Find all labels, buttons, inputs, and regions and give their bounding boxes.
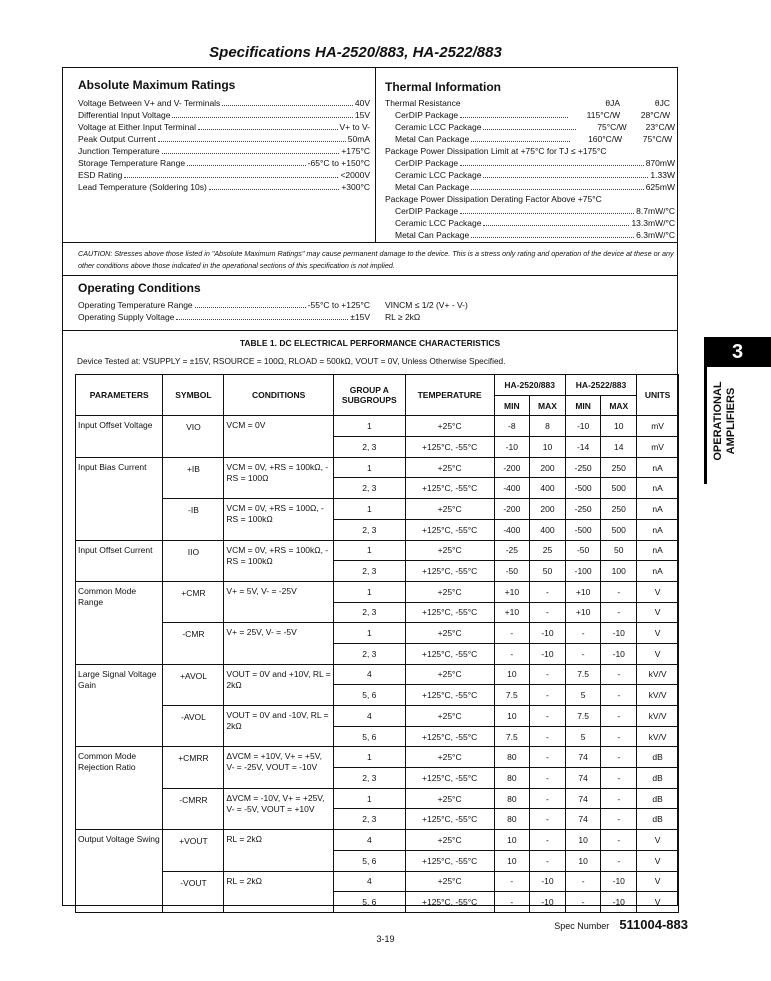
conditions-cell: VCM = 0V, +RS = 100Ω, -RS = 100kΩ bbox=[224, 499, 334, 540]
value-cell: +125°C, -55°C bbox=[405, 478, 494, 499]
value-cell: +25°C bbox=[405, 788, 494, 809]
value-cell: - bbox=[601, 809, 637, 830]
spec-number: Spec Number 511004-883 bbox=[554, 917, 688, 932]
derating-label: Package Power Dissipation Derating Factor Above +75°C bbox=[385, 194, 602, 204]
table-row bbox=[76, 871, 679, 892]
header-temperature: TEMPERATURE bbox=[405, 375, 494, 416]
header-min: MIN bbox=[565, 395, 601, 416]
parameter-cell: Output Voltage Swing bbox=[76, 830, 163, 871]
symbol-cell: -AVOL bbox=[163, 706, 224, 747]
value-cell: +125°C, -55°C bbox=[405, 768, 494, 789]
value-cell: 200 bbox=[530, 457, 566, 478]
value-cell: +25°C bbox=[405, 623, 494, 644]
value-cell: - bbox=[601, 788, 637, 809]
value-cell: +125°C, -55°C bbox=[405, 726, 494, 747]
value-cell: +125°C, -55°C bbox=[405, 892, 494, 913]
value-cell: 2, 3 bbox=[333, 768, 405, 789]
symbol-cell: -CMR bbox=[163, 623, 224, 664]
value-cell: 2, 3 bbox=[333, 602, 405, 623]
value-cell: -10 bbox=[494, 437, 530, 458]
value-cell: kV/V bbox=[637, 706, 679, 727]
value-cell: - bbox=[494, 623, 530, 644]
value-cell: 200 bbox=[530, 499, 566, 520]
spec-row: Lead Temperature (Soldering 10s) +300°C bbox=[78, 182, 370, 192]
header-symbol: SYMBOL bbox=[163, 375, 224, 416]
symbol-cell: -CMRR bbox=[163, 788, 224, 829]
symbol-cell: -VOUT bbox=[163, 871, 224, 912]
header-device-2: HA-2522/883 bbox=[565, 375, 636, 396]
value-cell: +125°C, -55°C bbox=[405, 809, 494, 830]
symbol-cell: +VOUT bbox=[163, 830, 224, 871]
value-cell: - bbox=[530, 747, 566, 768]
table-row bbox=[76, 416, 679, 437]
value-cell: - bbox=[565, 623, 601, 644]
value-cell: - bbox=[601, 747, 637, 768]
value-cell: - bbox=[530, 768, 566, 789]
divider bbox=[63, 242, 677, 243]
conditions-cell: VCM = 0V, +RS = 100kΩ, -RS = 100kΩ bbox=[224, 540, 334, 581]
header-group: GROUP A SUBGROUPS bbox=[333, 375, 405, 416]
thermal-resistance-row: Metal Can Package 160°C/W 75°C/W bbox=[395, 134, 673, 144]
value-cell: -10 bbox=[601, 623, 637, 644]
parameter-cell bbox=[76, 706, 163, 747]
operating-condition-note: RL ≥ 2kΩ bbox=[385, 312, 421, 322]
parameter-cell: Input Offset Current bbox=[76, 540, 163, 581]
value-cell: 500 bbox=[601, 519, 637, 540]
value-cell: - bbox=[530, 809, 566, 830]
value-cell: +125°C, -55°C bbox=[405, 643, 494, 664]
spec-row: Operating Temperature Range -55°C to +125°C bbox=[78, 300, 370, 310]
value-cell: 4 bbox=[333, 664, 405, 685]
value-cell: -200 bbox=[494, 499, 530, 520]
value-cell: +10 bbox=[494, 581, 530, 602]
value-cell: - bbox=[565, 892, 601, 913]
value-cell: 80 bbox=[494, 788, 530, 809]
value-cell: - bbox=[601, 850, 637, 871]
value-cell: -10 bbox=[530, 623, 566, 644]
conditions-cell: V+ = 25V, V- = -5V bbox=[224, 623, 334, 664]
parameter-cell bbox=[76, 788, 163, 829]
value-cell: 4 bbox=[333, 830, 405, 851]
divider bbox=[63, 330, 677, 331]
parameter-cell: Large Signal Voltage Gain bbox=[76, 664, 163, 705]
value-cell: +25°C bbox=[405, 871, 494, 892]
value-cell: - bbox=[601, 726, 637, 747]
symbol-cell: +IB bbox=[163, 457, 224, 498]
value-cell: 100 bbox=[601, 561, 637, 582]
thermal-heading: Thermal Information bbox=[385, 80, 502, 94]
header-units: UNITS bbox=[637, 375, 679, 416]
value-cell: -100 bbox=[565, 561, 601, 582]
value-cell: 25 bbox=[530, 540, 566, 561]
value-cell: +25°C bbox=[405, 499, 494, 520]
value-cell: -10 bbox=[601, 892, 637, 913]
value-cell: 5 bbox=[565, 685, 601, 706]
value-cell: -25 bbox=[494, 540, 530, 561]
value-cell: 10 bbox=[530, 437, 566, 458]
value-cell: 74 bbox=[565, 747, 601, 768]
thermal-resistance-row: CerDIP Package 115°C/W 28°C/W bbox=[395, 110, 671, 120]
value-cell: - bbox=[601, 830, 637, 851]
value-cell: -10 bbox=[530, 643, 566, 664]
value-cell: -10 bbox=[565, 416, 601, 437]
spec-row: CerDIP Package 870mW bbox=[395, 158, 675, 168]
value-cell: 250 bbox=[601, 499, 637, 520]
value-cell: nA bbox=[637, 478, 679, 499]
value-cell: 5, 6 bbox=[333, 726, 405, 747]
value-cell: +125°C, -55°C bbox=[405, 437, 494, 458]
value-cell: +125°C, -55°C bbox=[405, 602, 494, 623]
value-cell: 250 bbox=[601, 457, 637, 478]
symbol-cell: +CMR bbox=[163, 581, 224, 622]
value-cell: 1 bbox=[333, 581, 405, 602]
table-row bbox=[76, 540, 679, 561]
value-cell: 4 bbox=[333, 871, 405, 892]
value-cell: 80 bbox=[494, 809, 530, 830]
value-cell: nA bbox=[637, 499, 679, 520]
value-cell: 7.5 bbox=[494, 685, 530, 706]
value-cell: 1 bbox=[333, 416, 405, 437]
value-cell: mV bbox=[637, 437, 679, 458]
value-cell: - bbox=[565, 871, 601, 892]
value-cell: - bbox=[494, 892, 530, 913]
parameter-cell: Common Mode Range bbox=[76, 581, 163, 622]
value-cell: -14 bbox=[565, 437, 601, 458]
section-label: OPERATIONAL AMPLIFIERS bbox=[712, 381, 737, 461]
thermal-resistance-row: Ceramic LCC Package 75°C/W 23°C/W bbox=[395, 122, 675, 132]
value-cell: - bbox=[565, 643, 601, 664]
header-min: MIN bbox=[494, 395, 530, 416]
value-cell: - bbox=[530, 664, 566, 685]
value-cell: - bbox=[530, 685, 566, 706]
divider bbox=[63, 275, 677, 276]
parameter-cell bbox=[76, 623, 163, 664]
value-cell: 2, 3 bbox=[333, 809, 405, 830]
value-cell: +25°C bbox=[405, 830, 494, 851]
value-cell: - bbox=[530, 830, 566, 851]
value-cell: dB bbox=[637, 809, 679, 830]
conditions-cell: V+ = 5V, V- = -25V bbox=[224, 581, 334, 622]
value-cell: +25°C bbox=[405, 581, 494, 602]
value-cell: 10 bbox=[494, 850, 530, 871]
abs-max-heading: Absolute Maximum Ratings bbox=[78, 78, 236, 92]
value-cell: 74 bbox=[565, 768, 601, 789]
theta-jc-header: θJC bbox=[654, 98, 670, 108]
value-cell: -50 bbox=[494, 561, 530, 582]
spec-row: Ceramic LCC Package 1.33W bbox=[395, 170, 675, 180]
value-cell: dB bbox=[637, 768, 679, 789]
header-max: MAX bbox=[530, 395, 566, 416]
operating-heading: Operating Conditions bbox=[78, 281, 201, 295]
value-cell: 1 bbox=[333, 499, 405, 520]
conditions-cell: ΔVCM = +10V, V+ = +5V, V- = -25V, VOUT = -10V bbox=[224, 747, 334, 788]
value-cell: 50 bbox=[601, 540, 637, 561]
value-cell: -10 bbox=[601, 643, 637, 664]
value-cell: 74 bbox=[565, 809, 601, 830]
value-cell: 1 bbox=[333, 457, 405, 478]
value-cell: -500 bbox=[565, 478, 601, 499]
value-cell: +25°C bbox=[405, 664, 494, 685]
value-cell: +125°C, -55°C bbox=[405, 850, 494, 871]
value-cell: 7.5 bbox=[494, 726, 530, 747]
value-cell: 2, 3 bbox=[333, 478, 405, 499]
value-cell: -10 bbox=[601, 871, 637, 892]
header-device-1: HA-2520/883 bbox=[494, 375, 565, 396]
value-cell: +125°C, -55°C bbox=[405, 685, 494, 706]
page-title: Specifications HA-2520/883, HA-2522/883 bbox=[209, 44, 502, 61]
operating-condition-note: VINCM ≤ 1/2 (V+ - V-) bbox=[385, 300, 468, 310]
value-cell: - bbox=[601, 602, 637, 623]
spec-row: Peak Output Current 50mA bbox=[78, 134, 370, 144]
value-cell: -400 bbox=[494, 519, 530, 540]
spec-row: Storage Temperature Range -65°C to +150°C bbox=[78, 158, 370, 168]
value-cell: +10 bbox=[494, 602, 530, 623]
value-cell: 1 bbox=[333, 623, 405, 644]
spec-row: CerDIP Package 8.7mW/°C bbox=[395, 206, 675, 216]
value-cell: +10 bbox=[565, 581, 601, 602]
value-cell: V bbox=[637, 623, 679, 644]
value-cell: 1 bbox=[333, 540, 405, 561]
section-number-tab: 3 bbox=[704, 337, 771, 367]
value-cell: -500 bbox=[565, 519, 601, 540]
value-cell: -10 bbox=[530, 892, 566, 913]
value-cell: -250 bbox=[565, 457, 601, 478]
spec-row: ESD Rating <2000V bbox=[78, 170, 370, 180]
value-cell: 5, 6 bbox=[333, 850, 405, 871]
table-subtitle: Device Tested at: VSUPPLY = ±15V, RSOURCE = 100Ω, RLOAD = 500kΩ, VOUT = 0V, Unless Otherwise Specified. bbox=[77, 356, 506, 366]
spec-row: Differential Input Voltage 15V bbox=[78, 110, 370, 120]
value-cell: 5 bbox=[565, 726, 601, 747]
conditions-cell: VOUT = 0V and -10V, RL = 2kΩ bbox=[224, 706, 334, 747]
parameter-cell bbox=[76, 871, 163, 912]
value-cell: kV/V bbox=[637, 685, 679, 706]
parameter-cell: Input Bias Current bbox=[76, 457, 163, 498]
value-cell: 10 bbox=[565, 830, 601, 851]
value-cell: 500 bbox=[601, 478, 637, 499]
value-cell: 7.5 bbox=[565, 706, 601, 727]
value-cell: V bbox=[637, 892, 679, 913]
spec-row: Ceramic LCC Package 13.3mW/°C bbox=[395, 218, 675, 228]
value-cell: 5, 6 bbox=[333, 892, 405, 913]
value-cell: 2, 3 bbox=[333, 519, 405, 540]
value-cell: 400 bbox=[530, 478, 566, 499]
spec-row: Voltage at Either Input Terminal V+ to V- bbox=[78, 122, 370, 132]
value-cell: V bbox=[637, 850, 679, 871]
header-parameters: PARAMETERS bbox=[76, 375, 163, 416]
value-cell: - bbox=[530, 850, 566, 871]
value-cell: dB bbox=[637, 747, 679, 768]
table-row bbox=[76, 499, 679, 520]
value-cell: - bbox=[530, 706, 566, 727]
spec-row: Metal Can Package 6.3mW/°C bbox=[395, 230, 675, 240]
value-cell: V bbox=[637, 602, 679, 623]
value-cell: 2, 3 bbox=[333, 561, 405, 582]
value-cell: dB bbox=[637, 788, 679, 809]
value-cell: +25°C bbox=[405, 457, 494, 478]
value-cell: 10 bbox=[601, 416, 637, 437]
value-cell: mV bbox=[637, 416, 679, 437]
value-cell: +25°C bbox=[405, 747, 494, 768]
parameter-cell: Input Offset Voltage bbox=[76, 416, 163, 457]
symbol-cell: +CMRR bbox=[163, 747, 224, 788]
dc-characteristics-table bbox=[75, 374, 679, 913]
value-cell: 7.5 bbox=[565, 664, 601, 685]
value-cell: 80 bbox=[494, 768, 530, 789]
value-cell: -200 bbox=[494, 457, 530, 478]
value-cell: 10 bbox=[494, 706, 530, 727]
value-cell: 74 bbox=[565, 788, 601, 809]
value-cell: nA bbox=[637, 457, 679, 478]
thermal-resistance-label: Thermal Resistance bbox=[385, 98, 461, 108]
value-cell: +125°C, -55°C bbox=[405, 561, 494, 582]
value-cell: 2, 3 bbox=[333, 437, 405, 458]
conditions-cell: ΔVCM = -10V, V+ = +25V, V- = -5V, VOUT = +10V bbox=[224, 788, 334, 829]
table-row bbox=[76, 457, 679, 478]
header-max: MAX bbox=[601, 395, 637, 416]
value-cell: 8 bbox=[530, 416, 566, 437]
table-row bbox=[76, 788, 679, 809]
conditions-cell: VOUT = 0V and +10V, RL = 2kΩ bbox=[224, 664, 334, 705]
value-cell: - bbox=[601, 685, 637, 706]
table-row bbox=[76, 623, 679, 644]
value-cell: - bbox=[601, 768, 637, 789]
caution-note: CAUTION: Stresses above those listed in "Absolute Maximum Ratings" may cause permanent damage to the device. This is a stress only rating and operation of the device at these or any other conditions above those indicated in the operational sections of this specification is not implied. bbox=[78, 249, 674, 270]
value-cell: - bbox=[601, 664, 637, 685]
table-row bbox=[76, 706, 679, 727]
conditions-cell: RL = 2kΩ bbox=[224, 830, 334, 871]
table-row bbox=[76, 664, 679, 685]
spec-row: Metal Can Package 625mW bbox=[395, 182, 675, 192]
value-cell: kV/V bbox=[637, 664, 679, 685]
value-cell: - bbox=[530, 602, 566, 623]
value-cell: 1 bbox=[333, 747, 405, 768]
value-cell: -8 bbox=[494, 416, 530, 437]
value-cell: nA bbox=[637, 561, 679, 582]
value-cell: - bbox=[530, 581, 566, 602]
symbol-cell: +AVOL bbox=[163, 664, 224, 705]
value-cell: nA bbox=[637, 519, 679, 540]
value-cell: 4 bbox=[333, 706, 405, 727]
value-cell: +125°C, -55°C bbox=[405, 519, 494, 540]
value-cell: 14 bbox=[601, 437, 637, 458]
table-row bbox=[76, 581, 679, 602]
value-cell: kV/V bbox=[637, 726, 679, 747]
parameter-cell: Common Mode Rejection Ratio bbox=[76, 747, 163, 788]
value-cell: +25°C bbox=[405, 416, 494, 437]
value-cell: +25°C bbox=[405, 706, 494, 727]
value-cell: nA bbox=[637, 540, 679, 561]
value-cell: - bbox=[601, 581, 637, 602]
conditions-cell: RL = 2kΩ bbox=[224, 871, 334, 912]
value-cell: 5, 6 bbox=[333, 685, 405, 706]
value-cell: V bbox=[637, 830, 679, 851]
conditions-cell: VCM = 0V, +RS = 100kΩ, -RS = 100Ω bbox=[224, 457, 334, 498]
dissipation-label: Package Power Dissipation Limit at +75°C for TJ ≤ +175°C bbox=[385, 146, 607, 156]
theta-ja-header: θJA bbox=[605, 98, 620, 108]
value-cell: V bbox=[637, 643, 679, 664]
value-cell: -10 bbox=[530, 871, 566, 892]
value-cell: 80 bbox=[494, 747, 530, 768]
value-cell: V bbox=[637, 871, 679, 892]
value-cell: -50 bbox=[565, 540, 601, 561]
value-cell: -250 bbox=[565, 499, 601, 520]
header-conditions: CONDITIONS bbox=[224, 375, 334, 416]
value-cell: -400 bbox=[494, 478, 530, 499]
value-cell: 1 bbox=[333, 788, 405, 809]
value-cell: +25°C bbox=[405, 540, 494, 561]
value-cell: 400 bbox=[530, 519, 566, 540]
symbol-cell: IIO bbox=[163, 540, 224, 581]
value-cell: - bbox=[601, 706, 637, 727]
symbol-cell: VIO bbox=[163, 416, 224, 457]
spec-row: Voltage Between V+ and V- Terminals 40V bbox=[78, 98, 370, 108]
column-divider bbox=[375, 68, 376, 242]
page-number: 3-19 bbox=[376, 934, 395, 944]
table-row bbox=[76, 747, 679, 768]
spec-row: Junction Temperature +175°C bbox=[78, 146, 370, 156]
table-row bbox=[76, 830, 679, 851]
value-cell: - bbox=[530, 788, 566, 809]
table-title: TABLE 1. DC ELECTRICAL PERFORMANCE CHARACTERISTICS bbox=[239, 338, 501, 348]
value-cell: V bbox=[637, 581, 679, 602]
spec-row: Operating Supply Voltage ±15V bbox=[78, 312, 370, 322]
value-cell: 50 bbox=[530, 561, 566, 582]
conditions-cell: VCM = 0V bbox=[224, 416, 334, 457]
value-cell: +10 bbox=[565, 602, 601, 623]
value-cell: - bbox=[530, 726, 566, 747]
value-cell: 10 bbox=[494, 830, 530, 851]
symbol-cell: -IB bbox=[163, 499, 224, 540]
value-cell: 10 bbox=[565, 850, 601, 871]
value-cell: - bbox=[494, 871, 530, 892]
value-cell: - bbox=[494, 643, 530, 664]
parameter-cell bbox=[76, 499, 163, 540]
value-cell: 2, 3 bbox=[333, 643, 405, 664]
value-cell: 10 bbox=[494, 664, 530, 685]
